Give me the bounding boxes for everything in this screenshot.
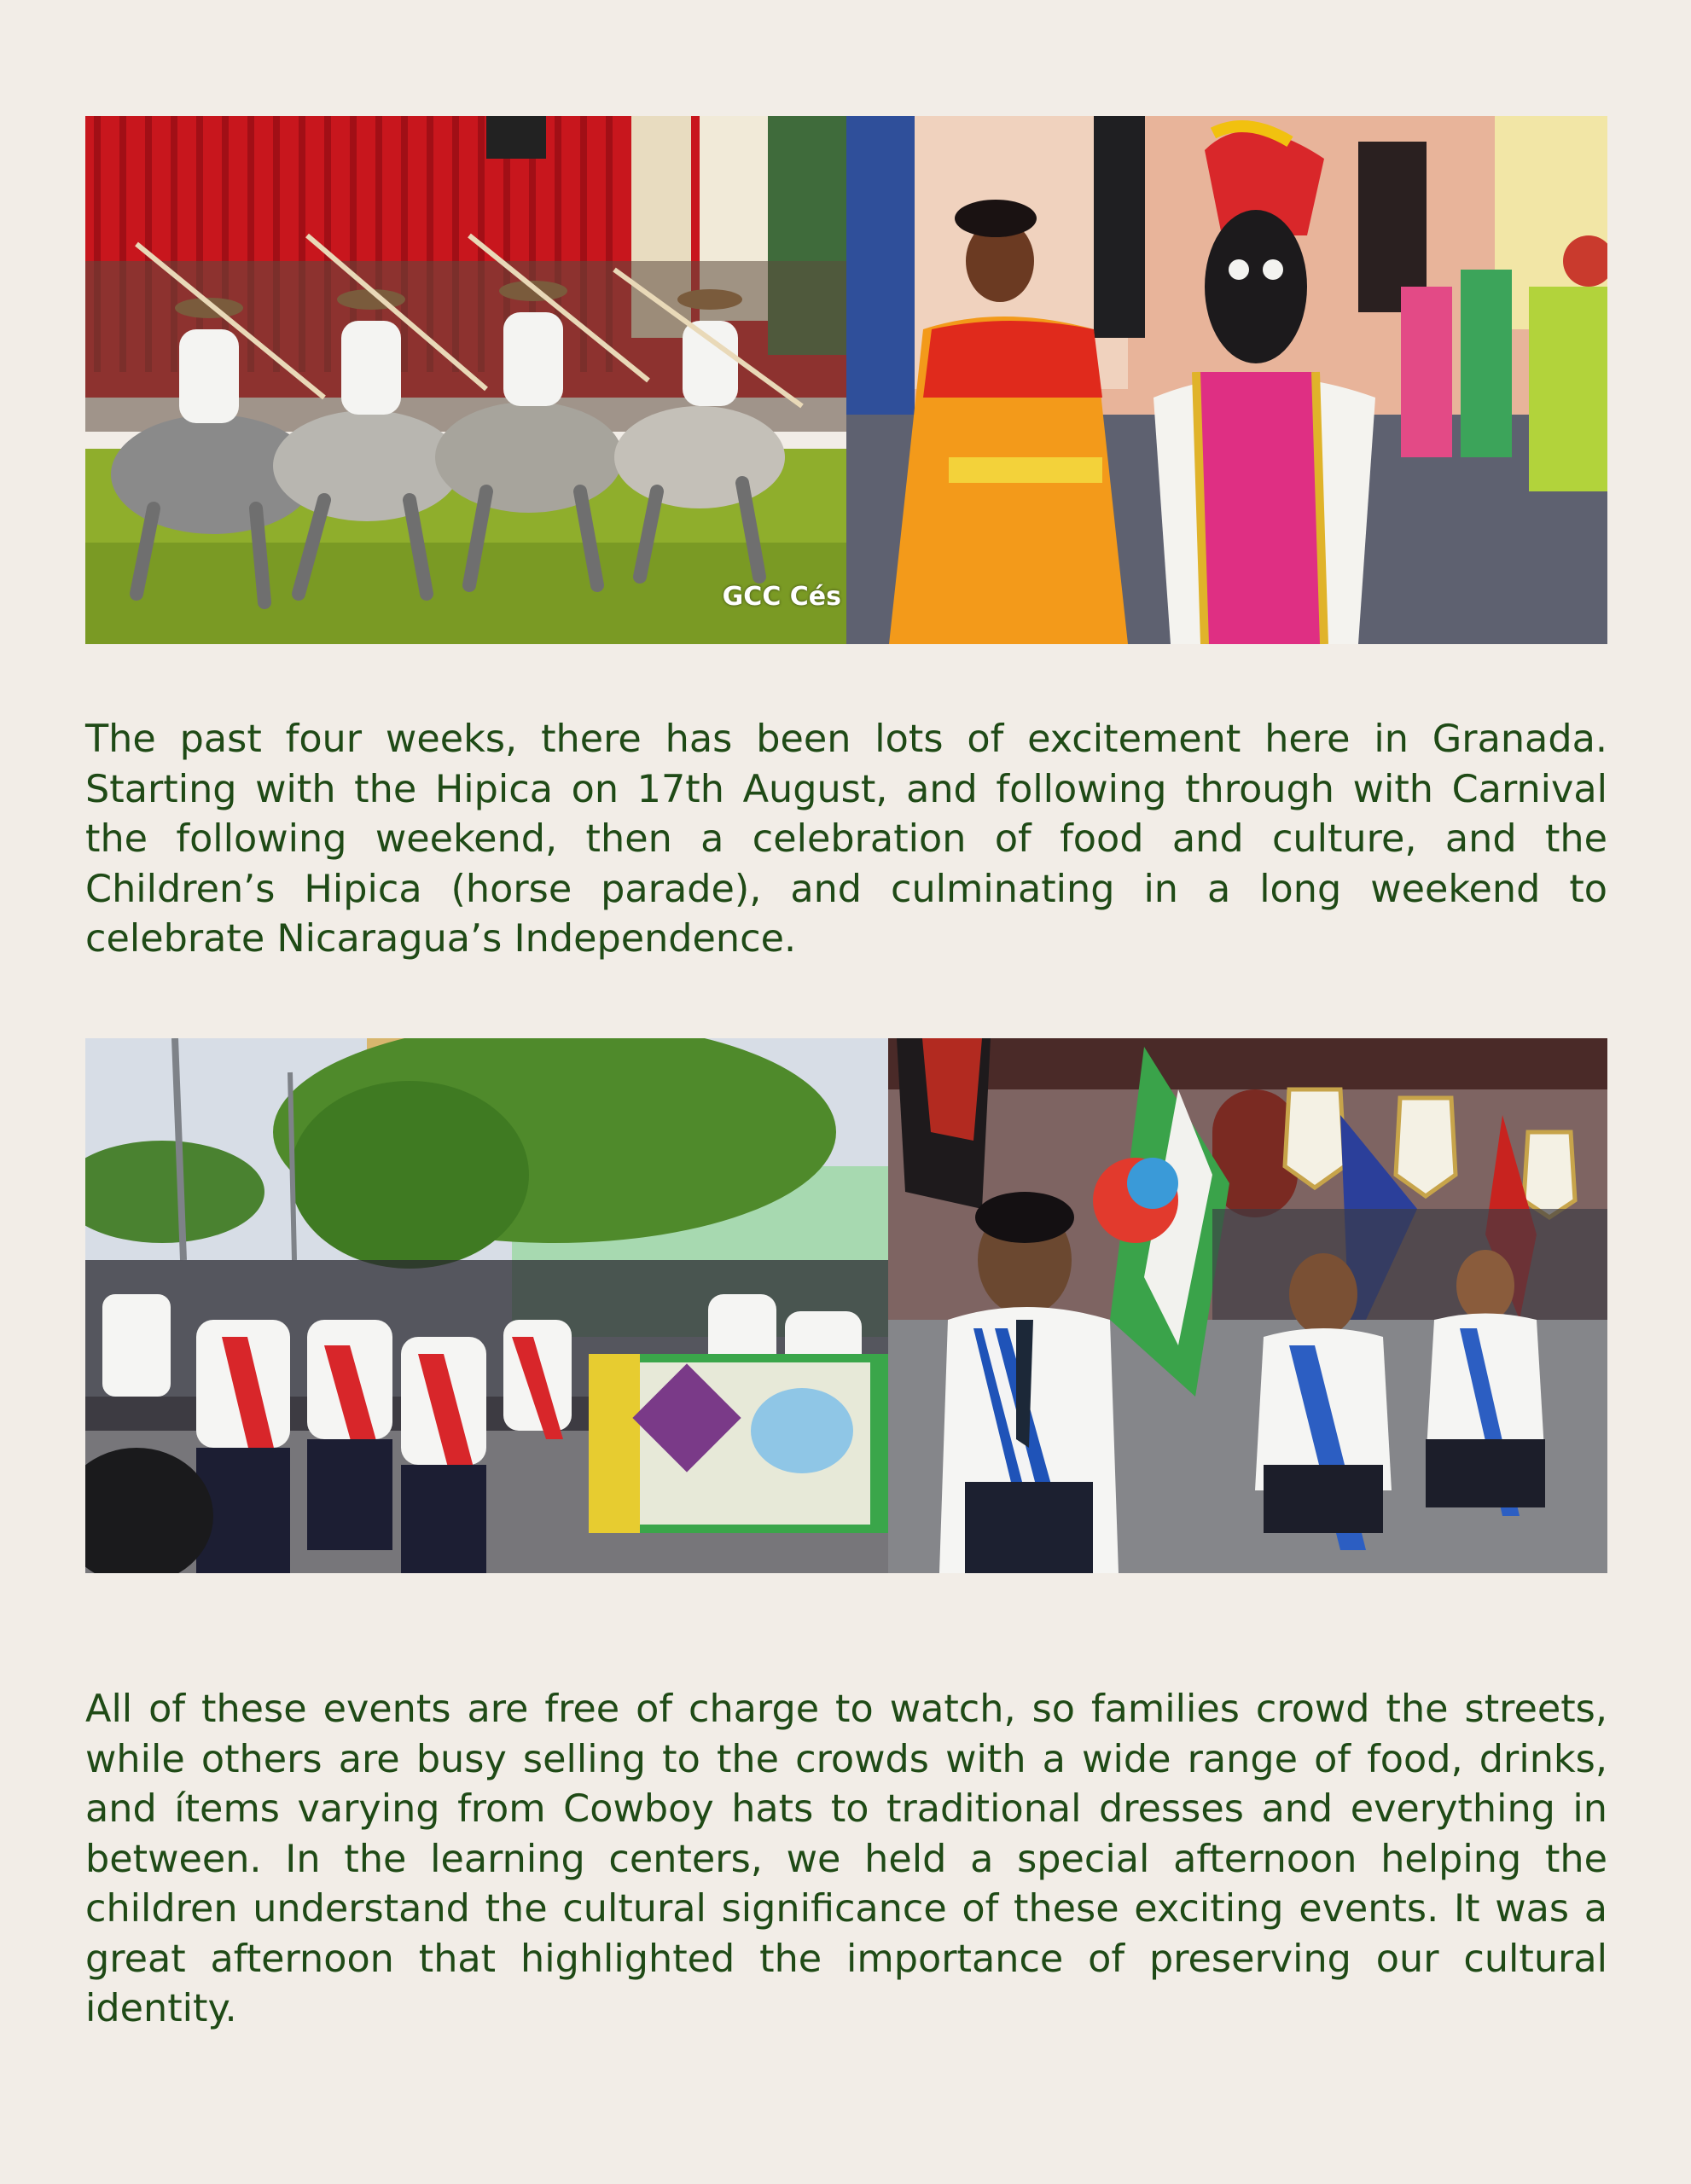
carnival-photo xyxy=(846,116,1607,644)
photo-watermark: GCC Cés xyxy=(722,582,841,612)
hipica-illustration xyxy=(85,116,846,644)
hipica-photo xyxy=(85,116,846,644)
events-paragraph: All of these events are free of charge to watch, so families crowd the streets, while others are busy selling to the crowds with a wide range of food, drinks, and ítems varying from Cowboy hats to traditional dresses and everything in between. In the learning centers, we held a special afternoon helping the children understand the cultural significance of these exciting events. It was a great afternoon that highlighted the importance of preserving our cultural identity. xyxy=(85,1687,1607,2030)
bottom-photo-row xyxy=(85,1038,1607,1573)
students-banner-photo xyxy=(85,1038,888,1573)
students-banner-illustration xyxy=(85,1038,888,1573)
intro-paragraph: The past four weeks, there has been lots of excitement here in Granada. Starting with the Hipica on 17th August, and following through with Carnival the following weekend, then a celebration of food and culture, and the Children’s Hipica (horse parade), and culminating in a long weekend to celebrate Nicaragua’s Independence. xyxy=(85,717,1607,961)
carnival-illustration xyxy=(846,116,1607,644)
students-flags-illustration xyxy=(888,1038,1607,1573)
top-photo-row xyxy=(85,116,1607,644)
students-flags-photo xyxy=(888,1038,1607,1573)
